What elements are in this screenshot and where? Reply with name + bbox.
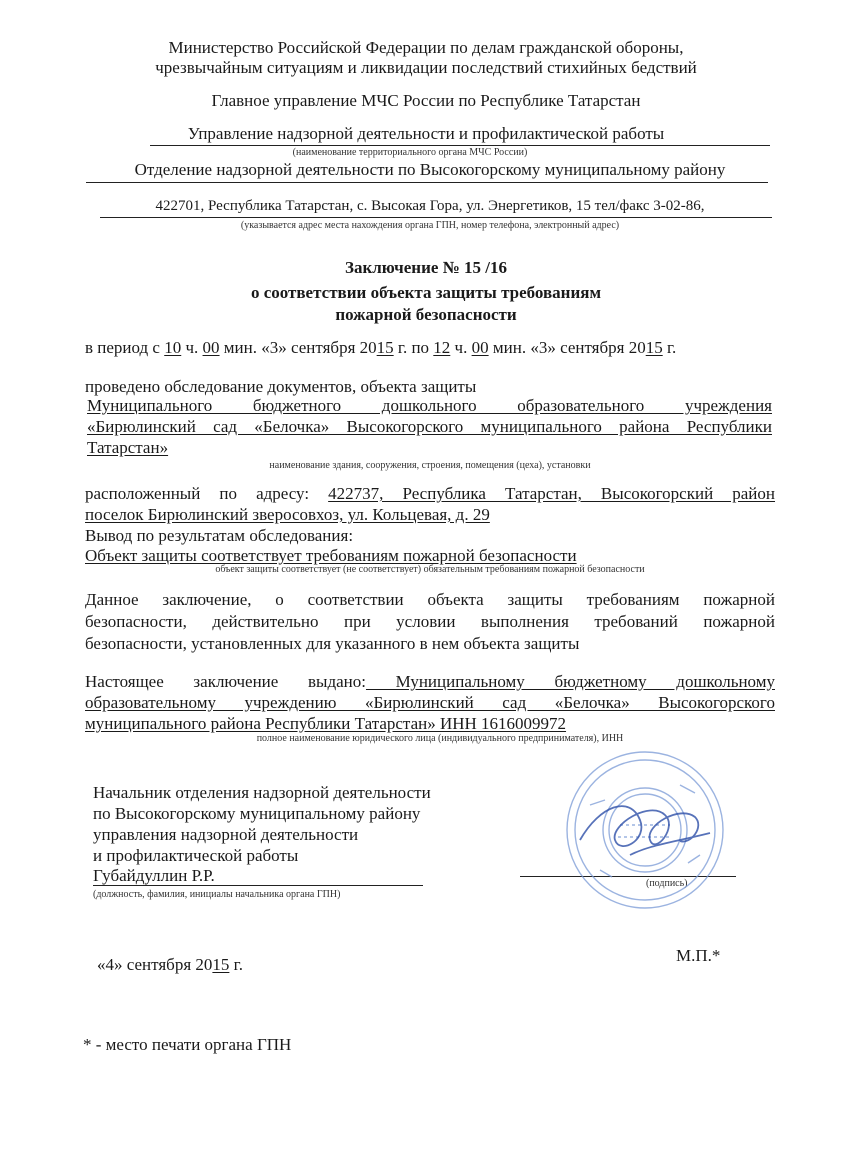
signature-caption: (подпись) [646,878,688,889]
conclusion-intro: Вывод по результатам обследования: [85,526,354,545]
conclusion-result: Объект защиты соответствует требованиям пожарной безопасности [85,546,577,565]
signatory-underline [93,885,423,886]
department: Отделение надзорной деятельности по Высокогорскому муниципальному району [134,160,726,179]
inspection-period [85,338,775,358]
object-name-line-1: Муниципального бюджетного дошкольного образовательного учреждения [87,396,772,415]
title-line-3: пожарной безопасности [335,305,517,324]
conclusion-number: Заключение № 15 /16 [345,258,507,277]
footnote: * - место печати органа ГПН [83,1035,292,1054]
period-from-year: 15 [376,338,394,357]
validity-line-1: Данное заключение, о соответствии объекта защиты требованиям пожарной [85,590,775,609]
period-text-4: ч. [450,338,472,357]
ministry-line-1: Министерство Российской Федерации по делам гражданской обороны, [168,38,684,57]
signatory-line-4: и профилактической работы [93,846,299,865]
official-seal-stamp [560,745,730,915]
directorate-caption: (наименование территориального органа МЧС России) [292,147,528,158]
period-to-year: 15 [645,338,663,357]
period-text-6: г. [662,338,677,357]
period-prefix: в период с [85,338,165,357]
handwritten-signature [580,806,710,855]
address-caption: (указывается адрес места нахождения органа ГПН, номер телефона, электронный адрес) [240,220,620,231]
period-text-1: ч. [181,338,203,357]
period-from-hour: 10 [164,338,182,357]
object-caption: наименование здания, сооружения, строения, помещения (цеха), установки [269,460,591,471]
main-directorate: Главное управление МЧС России по Республике Татарстан [211,91,641,110]
period-text-5: мин. «3» сентября 20 [488,338,646,357]
address-underline [100,217,772,218]
validity-line-2: безопасности, действительно при условии выполнения требований пожарной [85,612,775,631]
issued-caption: полное наименование юридического лица (индивидуального предпринимателя), ИНН [256,733,624,744]
inspection-intro: проведено обследование документов, объекта защиты [85,377,477,396]
date-suffix: г. [229,955,243,974]
signatory-line-1: Начальник отделения надзорной деятельности [93,783,431,802]
validity-line-3: безопасности, установленных для указанного в нем объекта защиты [85,634,580,653]
date-year: 15 [212,955,230,974]
issued-recipient-1: Муниципальному бюджетному дошкольному [365,672,775,691]
object-name-line-2: «Бирюлинский сад «Белочка» Высокогорского муниципального района Республики [87,417,772,436]
ministry-line-2: чрезвычайным ситуациям и ликвидации последствий стихийных бедствий [155,58,697,77]
issued-line-1 [85,672,775,692]
issued-recipient-3: муниципального района Республики Татарстан» ИНН 1616009972 [85,714,567,733]
signatory-line-3: управления надзорной деятельности [93,825,359,844]
directorate: Управление надзорной деятельности и профилактической работы [187,124,665,143]
issued-prefix: Настоящее заключение выдано: [85,672,366,691]
object-name-line-3: Татарстан» [87,438,169,457]
directorate-underline [150,145,770,146]
period-to-hour: 12 [433,338,451,357]
signatory-caption: (должность, фамилия, инициалы начальника органа ГПН) [93,889,341,900]
signatory-line-2: по Высокогорскому муниципальному району [93,804,421,823]
location-line-1 [85,484,775,504]
period-text-3: г. по [393,338,434,357]
location-address-1: 422737, Республика Татарстан, Высокогорский район [328,484,776,503]
date-prefix: «4» сентября 20 [97,955,213,974]
location-prefix: расположенный по адресу: [85,484,329,503]
location-address-2: поселок Бирюлинский зверосовхоз, ул. Кольцевая, д. 29 [85,505,490,524]
seal-mark: М.П.* [676,946,721,965]
title-line-2: о соответствии объекта защиты требованиям [250,283,602,302]
department-address: 422701, Республика Татарстан, с. Высокая Гора, ул. Энергетиков, 15 тел/факс 3-02-86, [155,198,705,214]
issued-recipient-2: образовательному учреждению «Бирюлинский сад «Белочка» Высокогорского [85,693,775,712]
conclusion-caption: объект защиты соответствует (не соответствует) обязательным требованиям пожарной безопасности [215,564,645,575]
issue-date [97,955,397,975]
period-from-min: 00 [202,338,220,357]
period-text-2: мин. «3» сентября 20 [219,338,377,357]
department-underline [86,182,768,183]
period-to-min: 00 [471,338,489,357]
signatory-name: Губайдуллин Р.Р. [93,866,215,885]
